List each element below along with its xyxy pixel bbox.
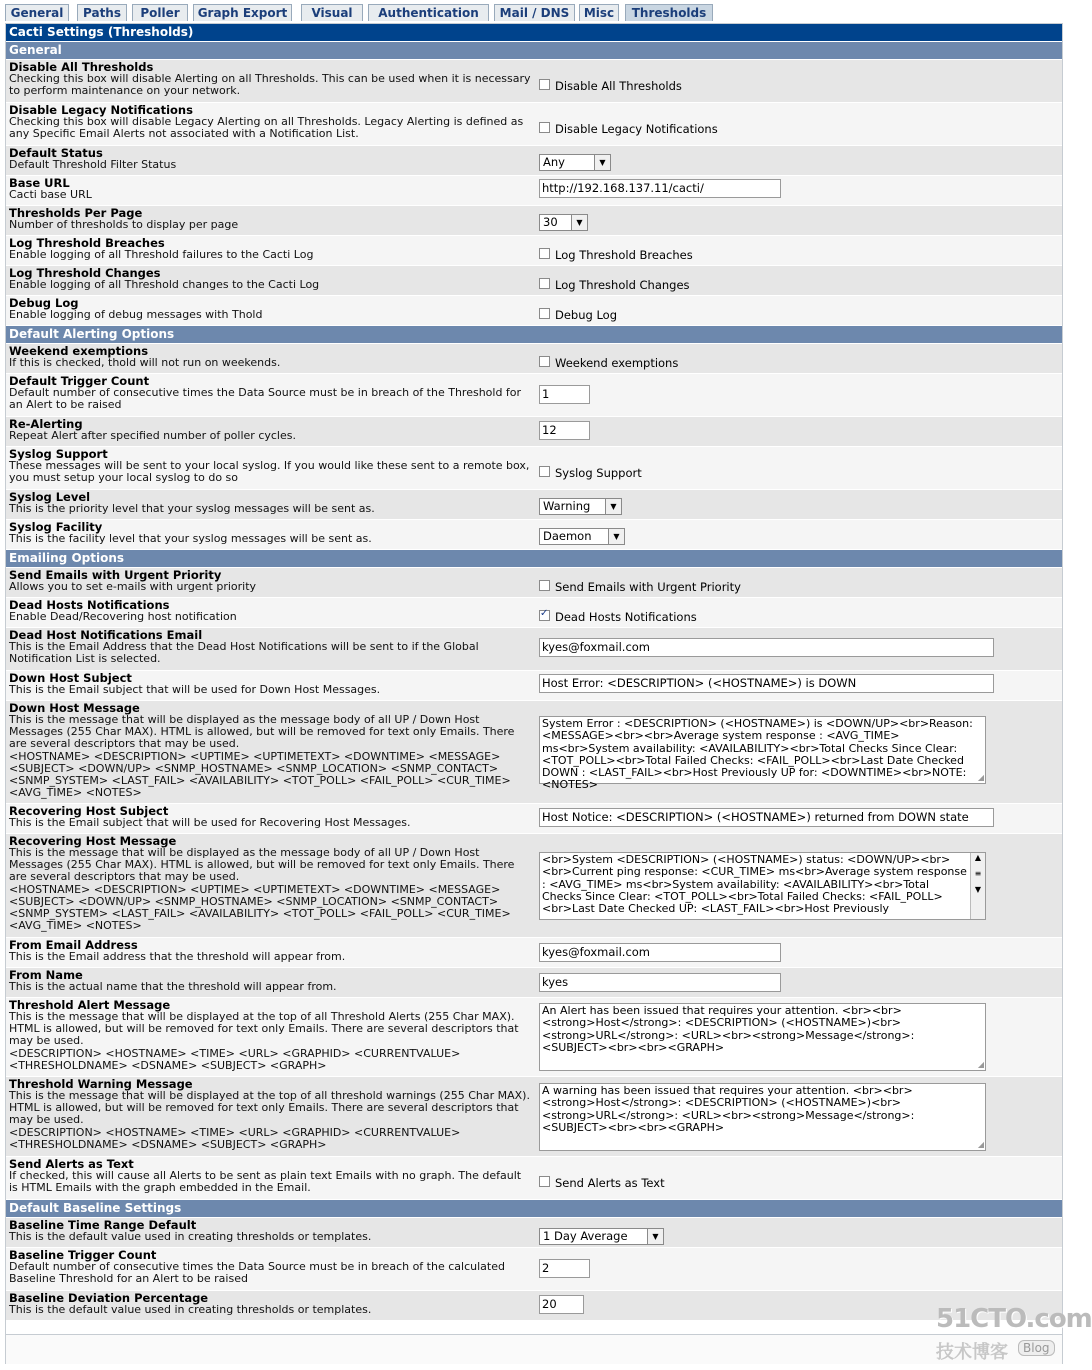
baseline-dev-input[interactable]: 20 xyxy=(539,1295,584,1314)
checkbox-label: Debug Log xyxy=(555,307,618,322)
row-desc: If this is checked, thold will not run on weekends. xyxy=(9,356,281,369)
row-desc: Default number of consecutive times the Data Source must be in breach of the Threshold for an Alert to be raised xyxy=(9,386,522,412)
tab-graph-export[interactable]: Graph Export xyxy=(193,4,292,21)
row-title: Send Emails with Urgent Priority xyxy=(9,568,222,582)
textarea-value: An Alert has been issued that requires your attention. <br><br><strong>Host</strong>: <DESCRIPTION> (<HOSTNAME>)<br><strong>URL</strong>: <URL><br><strong>Message</strong>: <SUBJECT><br><br><GRAPH> xyxy=(542,1004,915,1054)
chevron-down-icon: ▼ xyxy=(594,155,610,170)
resize-grip-icon[interactable]: ◢ xyxy=(977,1140,984,1149)
row-log-changes xyxy=(6,266,1062,295)
row-title: Thresholds Per Page xyxy=(9,206,143,220)
chevron-down-icon: ▼ xyxy=(571,215,587,230)
select-value: Warning xyxy=(543,499,591,513)
row-descriptors: <HOSTNAME> <DESCRIPTION> <UPTIME> <UPTIMETEXT> <DOWNTIME> <MESSAGE> <SUBJECT> <DOWN/UP> <SNMP_HOSTNAME> <SNMP_LOCATION> <SNMP_CONTACT> <SNMP_SYSTEM> <LAST_FAIL> <AVAILABILITY> <TOT_POLL> <FAIL_POLL> <CUR_TIME> <AVG_TIME> <NOTES> xyxy=(9,882,511,933)
row-title: Log Threshold Breaches xyxy=(9,236,165,250)
tab-thresholds[interactable]: Thresholds xyxy=(625,4,713,21)
page-title: Cacti Settings (Thresholds) xyxy=(6,24,1062,41)
baseline-trigger-input[interactable]: 2 xyxy=(539,1259,590,1278)
section-emailing: Emailing Options xyxy=(6,550,1062,567)
row-debug-log xyxy=(6,296,1062,325)
row-weekend xyxy=(6,344,1062,373)
row-desc: Enable Dead/Recovering host notification xyxy=(9,610,237,623)
disable-legacy-checkbox[interactable] xyxy=(539,122,550,133)
checkbox-label: Disable Legacy Notifications xyxy=(555,121,718,136)
row-desc: Default number of consecutive times the Data Source must be in breach of the calculated Baseline Threshold for an Alert to be raised xyxy=(9,1260,505,1286)
row-alert-message xyxy=(6,998,1062,1076)
row-title: Disable Legacy Notifications xyxy=(9,103,193,117)
section-general: General xyxy=(6,42,1062,59)
tab-poller[interactable]: Poller xyxy=(132,4,188,21)
row-desc: This is the message that will be displayed at the top of all Threshold Alerts (255 Char MAX). HTML is allowed, but will be removed for text only Emails. There are several descriptors that may be used. xyxy=(9,1010,519,1048)
checkbox-label: Log Threshold Changes xyxy=(555,277,690,292)
row-alerts-text xyxy=(6,1157,1062,1199)
row-syslog-level xyxy=(6,490,1062,519)
row-desc: This is the Email subject that will be used for Down Host Messages. xyxy=(9,683,381,696)
row-title: Threshold Warning Message xyxy=(9,1077,193,1091)
log-changes-checkbox[interactable] xyxy=(539,278,550,289)
tab-mail-dns[interactable]: Mail / DNS xyxy=(494,4,575,21)
row-desc: Default Threshold Filter Status xyxy=(9,158,177,171)
row-desc: This is the actual name that the threshold will appear from. xyxy=(9,980,337,993)
tab-misc[interactable]: Misc xyxy=(579,4,619,21)
syslog-support-checkbox[interactable] xyxy=(539,466,550,477)
row-desc: This is the default value used in creating thresholds or templates. xyxy=(9,1230,372,1243)
disable-all-checkbox[interactable] xyxy=(539,79,550,90)
default-status-select[interactable] xyxy=(539,154,611,171)
row-title: Weekend exemptions xyxy=(9,344,149,358)
watermark-badge: Blog xyxy=(1018,1340,1055,1356)
row-title: Log Threshold Changes xyxy=(9,266,161,280)
row-rec-subject xyxy=(6,804,1062,833)
row-title: Baseline Deviation Percentage xyxy=(9,1291,209,1305)
checkbox-label: Log Threshold Breaches xyxy=(555,247,693,262)
row-title: From Email Address xyxy=(9,938,138,952)
row-descriptors: <DESCRIPTION> <HOSTNAME> <TIME> <URL> <GRAPHID> <CURRENTVALUE> <THRESHOLDNAME> <DSNAME> <SUBJECT> <GRAPH> xyxy=(9,1046,461,1072)
scroll-down-icon[interactable]: ▼ xyxy=(974,885,982,894)
row-title: Baseline Trigger Count xyxy=(9,1248,157,1262)
select-value: Daemon xyxy=(543,529,592,543)
row-default-status xyxy=(6,146,1062,175)
base-url-input[interactable]: http://192.168.137.11/cacti/ xyxy=(539,179,781,198)
row-desc: Number of thresholds to display per page xyxy=(9,218,239,231)
row-baseline-dev xyxy=(6,1291,1062,1320)
row-desc: This is the Email address that the threshold will appear from. xyxy=(9,950,346,963)
row-desc: Enable logging of debug messages with Thold xyxy=(9,308,263,321)
row-trigger-count xyxy=(6,374,1062,416)
row-title: Default Status xyxy=(9,146,103,160)
row-desc: If checked, this will cause all Alerts to be sent as plain text Emails with no graph. The default is HTML Emails with the graph embedded in the Email. xyxy=(9,1169,522,1195)
baseline-range-select[interactable] xyxy=(539,1228,664,1245)
select-value: Any xyxy=(543,155,565,169)
tab-general[interactable]: General xyxy=(5,4,69,21)
checkbox-label: Disable All Thresholds xyxy=(555,78,682,93)
checkbox-label: Syslog Support xyxy=(555,465,642,480)
resize-grip-icon[interactable]: ◢ xyxy=(977,1060,984,1069)
row-desc: This is the Email subject that will be used for Recovering Host Messages. xyxy=(9,816,411,829)
row-per-page xyxy=(6,206,1062,235)
syslog-level-select[interactable] xyxy=(539,498,622,515)
from-name-input[interactable]: kyes xyxy=(539,973,781,992)
row-baseline-range xyxy=(6,1218,1062,1247)
row-title: Dead Hosts Notifications xyxy=(9,598,170,612)
row-log-breaches xyxy=(6,236,1062,265)
row-title: Default Trigger Count xyxy=(9,374,150,388)
row-down-subject xyxy=(6,671,1062,700)
row-desc: This is the default value used in creating thresholds or templates. xyxy=(9,1303,372,1316)
row-from-email xyxy=(6,938,1062,967)
row-title: Recovering Host Message xyxy=(9,834,177,848)
row-base-url xyxy=(6,176,1062,205)
row-desc: Repeat Alert after specified number of poller cycles. xyxy=(9,429,296,442)
weekend-checkbox[interactable] xyxy=(539,356,550,367)
row-desc: This is the priority level that your syslog messages will be sent as. xyxy=(9,502,375,515)
section-baseline: Default Baseline Settings xyxy=(6,1200,1062,1217)
rec-message-textarea[interactable] xyxy=(539,852,986,920)
syslog-facility-select[interactable] xyxy=(539,528,625,545)
per-page-select[interactable] xyxy=(539,214,588,231)
settings-panel xyxy=(5,23,1063,1364)
row-title: Syslog Facility xyxy=(9,520,103,534)
row-down-message xyxy=(6,701,1062,803)
row-desc: This is the message that will be displayed as the message body of all UP / Down Host Messages (255 Char MAX). HTML is allowed, but will be removed for text only Emails. There are several descriptors that may be used. xyxy=(9,713,515,751)
urgent-checkbox[interactable] xyxy=(539,580,550,591)
watermark-text: 51CTO.com xyxy=(936,1304,1092,1334)
row-title: Threshold Alert Message xyxy=(9,998,171,1012)
row-baseline-trigger xyxy=(6,1248,1062,1290)
checkbox-label: Dead Hosts Notifications xyxy=(555,609,697,624)
tab-paths[interactable]: Paths xyxy=(77,4,127,21)
checkbox-label: Weekend exemptions xyxy=(555,355,679,370)
tab-visual[interactable]: Visual xyxy=(301,4,363,21)
select-value: 1 Day Average xyxy=(543,1229,628,1243)
checkbox-label: Send Emails with Urgent Priority xyxy=(555,579,741,594)
row-title: Syslog Level xyxy=(9,490,91,504)
debug-log-checkbox[interactable] xyxy=(539,308,550,319)
scroll-thumb[interactable]: ≡ xyxy=(974,869,982,878)
row-title: Dead Host Notifications Email xyxy=(9,628,203,642)
row-title: Re-Alerting xyxy=(9,417,83,431)
row-realerting xyxy=(6,417,1062,446)
row-rec-message xyxy=(6,834,1062,937)
row-title: Disable All Thresholds xyxy=(9,60,154,74)
watermark-subtext: 技术博客 xyxy=(936,1342,1008,1363)
warning-message-textarea[interactable] xyxy=(539,1083,986,1151)
row-desc: Enable logging of all Threshold changes to the Cacti Log xyxy=(9,278,320,291)
textarea-value: System Error : <DESCRIPTION> (<HOSTNAME>) is <DOWN/UP><br>Reason: <MESSAGE><br><br>Average system response : <AVG_TIME> ms<br>System availability: <AVAILABILITY><br>Total Checks Since Clear: <TOT_POLL><br>Total Failed Checks: <FAIL_POLL><br>Last Date Checked DOWN : <LAST_FAIL><br>Host Previously UP for: <DOWNTIME><br>NOTE: <NOTES> xyxy=(542,717,973,792)
log-breaches-checkbox[interactable] xyxy=(539,248,550,259)
row-title: Recovering Host Subject xyxy=(9,804,169,818)
row-disable-all xyxy=(6,60,1062,102)
checkbox-label: Send Alerts as Text xyxy=(555,1175,665,1190)
row-syslog-support xyxy=(6,447,1062,489)
row-title: Syslog Support xyxy=(9,447,108,461)
alert-message-textarea[interactable] xyxy=(539,1003,986,1071)
scroll-up-icon[interactable]: ▲ xyxy=(974,853,982,862)
row-title: Down Host Subject xyxy=(9,671,132,685)
row-descriptors: <HOSTNAME> <DESCRIPTION> <UPTIME> <UPTIMETEXT> <DOWNTIME> <MESSAGE> <SUBJECT> <DOWN/UP> <SNMP_HOSTNAME> <SNMP_LOCATION> <SNMP_CONTACT> <SNMP_SYSTEM> <LAST_FAIL> <AVAILABILITY> <TOT_POLL> <FAIL_POLL> <CUR_TIME> <AVG_TIME> <NOTES> xyxy=(9,749,511,800)
watermark-logo xyxy=(936,1304,1092,1366)
tab-authentication[interactable]: Authentication xyxy=(368,4,489,21)
chevron-down-icon: ▼ xyxy=(647,1229,663,1244)
section-alerting: Default Alerting Options xyxy=(6,326,1062,343)
row-syslog-facility xyxy=(6,520,1062,549)
row-desc: This is the facility level that your syslog messages will be sent as. xyxy=(9,532,372,545)
row-warning-message xyxy=(6,1077,1062,1156)
row-dead-hosts xyxy=(6,598,1062,627)
row-disable-legacy xyxy=(6,103,1062,145)
alerts-text-checkbox[interactable] xyxy=(539,1176,550,1187)
row-title: Debug Log xyxy=(9,296,79,310)
chevron-down-icon: ▼ xyxy=(605,499,621,514)
row-from-name xyxy=(6,968,1062,997)
row-descriptors: <DESCRIPTION> <HOSTNAME> <TIME> <URL> <GRAPHID> <CURRENTVALUE> <THRESHOLDNAME> <DSNAME> <SUBJECT> <GRAPH> xyxy=(9,1125,461,1151)
select-value: 30 xyxy=(543,215,558,229)
row-desc: This is the Email Address that the Dead Host Notifications will be sent to if the Global Notification List is selected. xyxy=(9,640,479,666)
row-title: Send Alerts as Text xyxy=(9,1157,134,1171)
rec-subject-input[interactable]: Host Notice: <DESCRIPTION> (<HOSTNAME>) returned from DOWN state xyxy=(539,808,994,827)
dead-hosts-checkbox[interactable] xyxy=(539,610,550,621)
row-title: Down Host Message xyxy=(9,701,140,715)
chevron-down-icon: ▼ xyxy=(608,529,624,544)
textarea-value: A warning has been issued that requires your attention. <br><br><strong>Host</strong>: <DESCRIPTION> (<HOSTNAME>)<br><strong>URL</strong>: <URL><br><strong>Message</strong>: <SUBJECT><br><br><GRAPH> xyxy=(542,1084,915,1134)
textarea-value: <br>System <DESCRIPTION> (<HOSTNAME>) status: <DOWN/UP><br><br>Current ping response: <CUR_TIME> ms<br>Average system response : <AVG_TIME> ms<br>System availability: <AVAILABILITY><br>Total Checks Since Clear: <TOT_POLL><br>Total Failed Checks: <FAIL_POLL><br>Last Date Checked UP: <LAST_FAIL><br>Host Previously xyxy=(542,853,967,916)
dead-email-input[interactable]: kyes@foxmail.com xyxy=(539,638,994,657)
row-desc: Allows you to set e-mails with urgent priority xyxy=(9,580,257,593)
row-desc: This is the message that will be displayed at the top of all threshold warnings (255 Char MAX). HTML is allowed, but will be removed for text only Emails. There are several descriptors that may be used. xyxy=(9,1089,530,1127)
row-desc: Checking this box will disable Legacy Alerting on all Thresholds. Legacy Alerting is defined as any Specific Email Alerts not associated with a Notification List. xyxy=(9,115,524,141)
textarea-scrollbar[interactable] xyxy=(970,853,985,919)
from-email-input[interactable]: kyes@foxmail.com xyxy=(539,943,781,962)
row-desc: Enable logging of all Threshold failures to the Cacti Log xyxy=(9,248,314,261)
realerting-input[interactable]: 12 xyxy=(539,421,590,440)
down-subject-input[interactable]: Host Error: <DESCRIPTION> (<HOSTNAME>) is DOWN xyxy=(539,674,994,693)
trigger-count-input[interactable]: 1 xyxy=(539,385,590,404)
row-dead-email xyxy=(6,628,1062,670)
row-desc: Cacti base URL xyxy=(9,188,92,201)
resize-grip-icon[interactable]: ◢ xyxy=(977,773,984,782)
row-title: Baseline Time Range Default xyxy=(9,1218,197,1232)
row-title: Base URL xyxy=(9,176,70,190)
down-message-textarea[interactable] xyxy=(539,716,986,792)
row-title: From Name xyxy=(9,968,83,982)
row-urgent xyxy=(6,568,1062,597)
row-desc: This is the message that will be displayed as the message body of all UP / Down Host Messages (255 Char MAX). HTML is allowed, but will be removed for text only Emails. There are several descriptors that may be used. xyxy=(9,846,515,884)
footer-bar xyxy=(6,1334,1062,1364)
row-desc: These messages will be sent to your local syslog. If you would like these sent to a remote box, you must setup your local syslog to do so xyxy=(9,459,530,485)
row-desc: Checking this box will disable Alerting on all Thresholds. This can be used when it is necessary to perform maintenance on your network. xyxy=(9,72,531,98)
